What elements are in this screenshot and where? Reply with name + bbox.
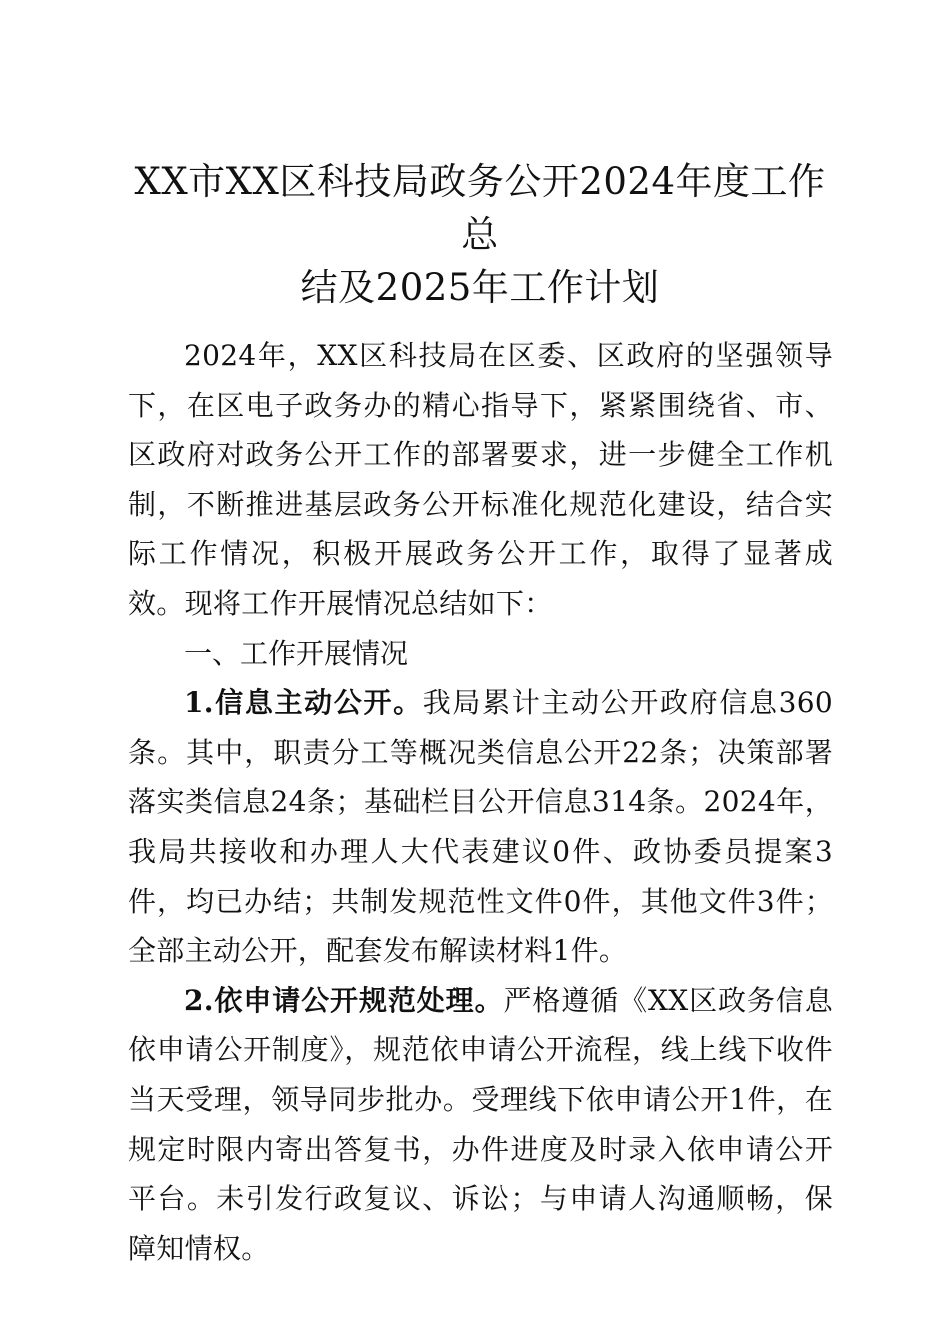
title-line-2: 结及2025年工作计划 [300, 266, 660, 309]
item-1-lead: 1.信息主动公开。 [184, 686, 423, 720]
document-title [120, 155, 840, 314]
title-line-1: XX市XX区科技局政务公开2024年度工作总 [134, 160, 826, 256]
item-2-lead: 2.依申请公开规范处理。 [184, 983, 504, 1017]
document-body [128, 331, 833, 1273]
intro-paragraph: 2024年，XX区科技局在区委、区政府的坚强领导下，在区电子政务办的精心指导下，紧紧围绕省、市、区政府对政务公开工作的部署要求，进一步健全工作机制，不断推进基层政务公开标准化规范化建设，结合实际工作情况，积极开展政务公开工作，取得了显著成效。现将工作开展情况总结如下： [128, 339, 833, 620]
item-2-text: 严格遵循《XX区政务信息依申请公开制度》，规范依申请公开流程，线上线下收件当天受理，领导同步批办。受理线下依申请公开1件，在规定时限内寄出答复书，办件进度及时录入依申请公开平台。未引发行政复议、诉讼；与申请人沟通顺畅，保障知情权。 [128, 983, 833, 1265]
item-2-paragraph [128, 976, 833, 1274]
section-heading: 一、工作开展情况 [184, 636, 409, 670]
item-1-paragraph [128, 678, 833, 976]
item-1-text: 我局累计主动公开政府信息360条。其中，职责分工等概况类信息公开22条；决策部署落实类信息24条；基础栏目公开信息314条。2024年，我局共接收和办理人大代表建议0件、政协委员提案3件，均已办结；共制发规范性文件0件，其他文件3件；全部主动公开，配套发布解读材料1件。 [128, 686, 833, 968]
